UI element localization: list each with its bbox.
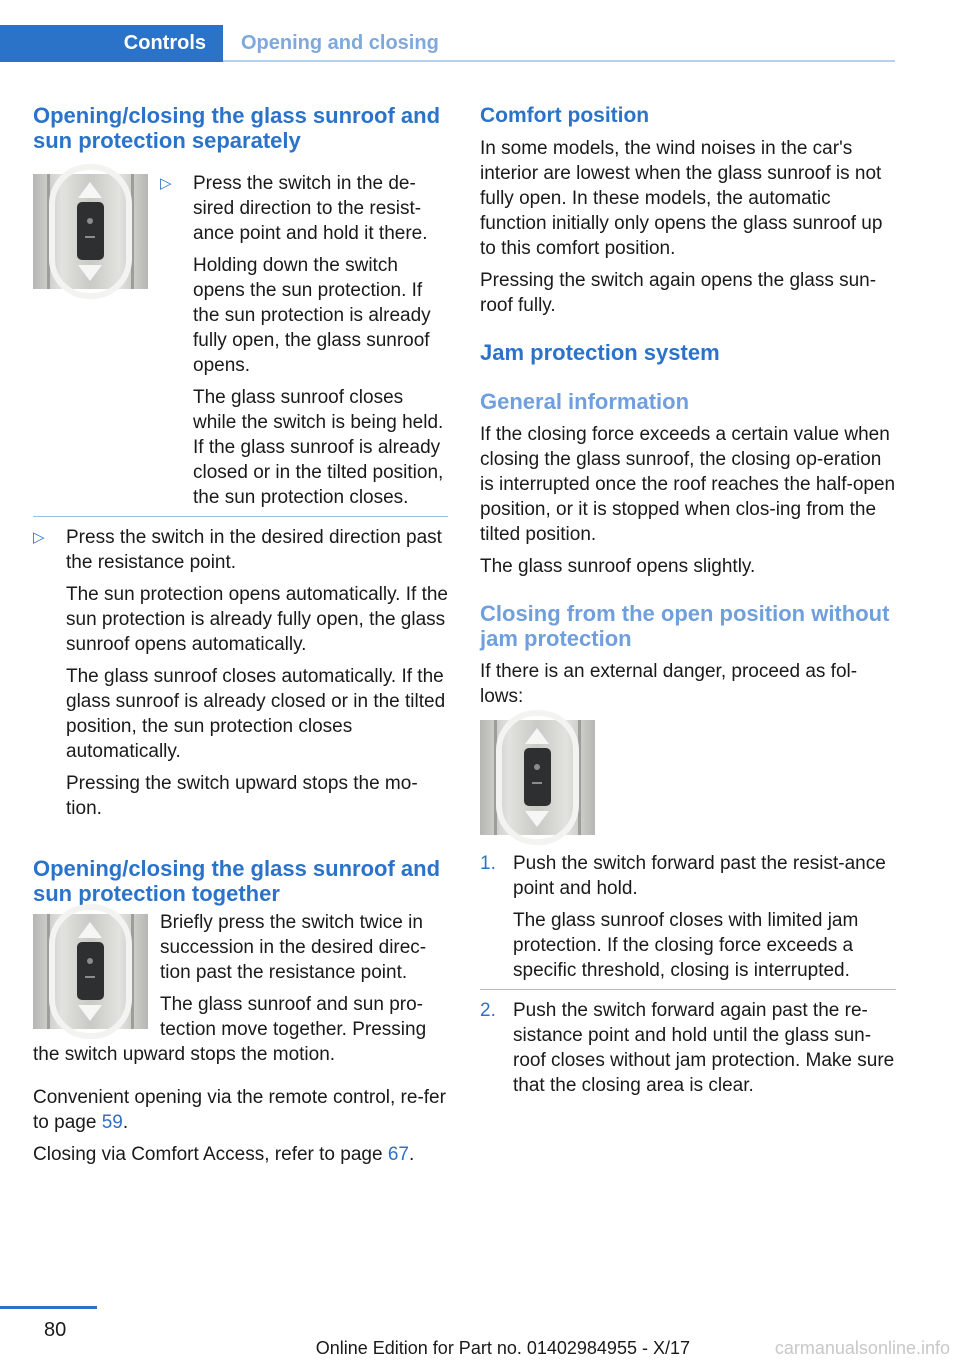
step-number: 2. [480, 1000, 496, 1021]
heading-together: Opening/closing the glass sunroof and sun protection together [33, 856, 441, 906]
paragraph: In some models, the wind noises in the car's interior are lowest when the glass sunroof is not fully open. In these models, the automatic function initially only opens the glass sunroof up to this comfort position. [480, 138, 883, 259]
page-number: 80 [44, 1319, 67, 1341]
triangle-right-icon: ▷ [33, 529, 45, 546]
paragraph: Push the switch forward past the resist-ance point and hold. [513, 853, 886, 899]
remote-reference: Convenient opening via the remote control, re-fer to page 59. [33, 1087, 446, 1133]
sunroof-switch-image [33, 914, 148, 1029]
paragraph: Press the switch in the de-sired direction to the resist-ance point and hold it there. [193, 173, 428, 244]
section-title: Opening and closing [241, 32, 439, 54]
left-column [33, 103, 448, 1174]
bullet-item [160, 171, 448, 510]
separately-block [33, 171, 448, 510]
step-number: 1. [480, 853, 496, 874]
chapter-tab[interactable] [0, 25, 223, 62]
heading-comfort-position: Comfort position [480, 104, 650, 127]
chapter-label: Controls [123, 32, 206, 54]
paragraph: The glass sunroof closes with limited jam protection. If the closing force exceeds a specific threshold, closing is interrupted. [513, 910, 859, 981]
sunroof-switch-image [480, 720, 595, 835]
paragraph: The glass sunroof closes while the switch is being held. If the glass sunroof is already closed or in the tilted position, the sun protection closes. [193, 387, 444, 508]
step-item [480, 998, 896, 1105]
paragraph: If the closing force exceeds a certain value when closing the glass sunroof, the closing op-eration is interrupted once the roof reaches the half-open position, or it is stopped when clos-ing from the tilted position. [480, 424, 896, 545]
paragraph: The glass sunroof and sun pro-tection move together. Pressing the switch upward stops the motion. [33, 994, 427, 1065]
sunroof-switch-image [33, 174, 148, 289]
footer-rule [0, 1306, 97, 1309]
paragraph: The sun protection opens automatically. If the sun protection is already fully open, the glass sunroof opens automatically. [66, 584, 448, 655]
triangle-right-icon: ▷ [160, 175, 172, 192]
page-link-59[interactable]: 59 [101, 1112, 123, 1133]
heading-general-information: General information [480, 389, 690, 414]
paragraph: Push the switch forward again past the re-sistance point and hold until the glass sun-roof closes without jam protection. Make sure that the closing area is clear. [513, 1000, 895, 1096]
page-link-67[interactable]: 67 [387, 1144, 409, 1165]
heading-jam-protection: Jam protection system [480, 340, 720, 365]
right-column [480, 103, 896, 1105]
paragraph: The glass sunroof closes automatically. If the glass sunroof is already closed or in the tilted position, the sun protection closes automatically. [66, 666, 446, 762]
step-item [480, 851, 896, 983]
edition-note: Online Edition for Part no. 01402984955 - X/17 [315, 1338, 690, 1358]
together-block [33, 910, 448, 1067]
paragraph: Press the switch in the desired direction past the resistance point. [66, 527, 442, 573]
step-divider [480, 989, 896, 990]
heading-closing-without-jam: Closing from the open position without jam protection [480, 601, 890, 651]
header-rule [223, 60, 895, 62]
comfort-reference: Closing via Comfort Access, refer to page 67. [33, 1144, 415, 1165]
paragraph: Pressing the switch upward stops the mo-tion. [66, 773, 418, 819]
paragraph: Briefly press the switch twice in succession in the desired direc-tion past the resistance point. [160, 912, 427, 983]
paragraph: Holding down the switch opens the sun protection. If the sun protection is already fully open, the glass sunroof opens. [193, 255, 431, 376]
bullet-divider [33, 516, 448, 517]
heading-separately: Opening/closing the glass sunroof and sun protection separately [33, 103, 441, 153]
paragraph: Pressing the switch again opens the glass sun-roof fully. [480, 270, 877, 316]
bullet-item [33, 525, 448, 828]
watermark: carmanualsonline.info [774, 1338, 950, 1358]
paragraph: The glass sunroof opens slightly. [480, 556, 756, 577]
paragraph: If there is an external danger, proceed as fol-lows: [480, 661, 858, 707]
